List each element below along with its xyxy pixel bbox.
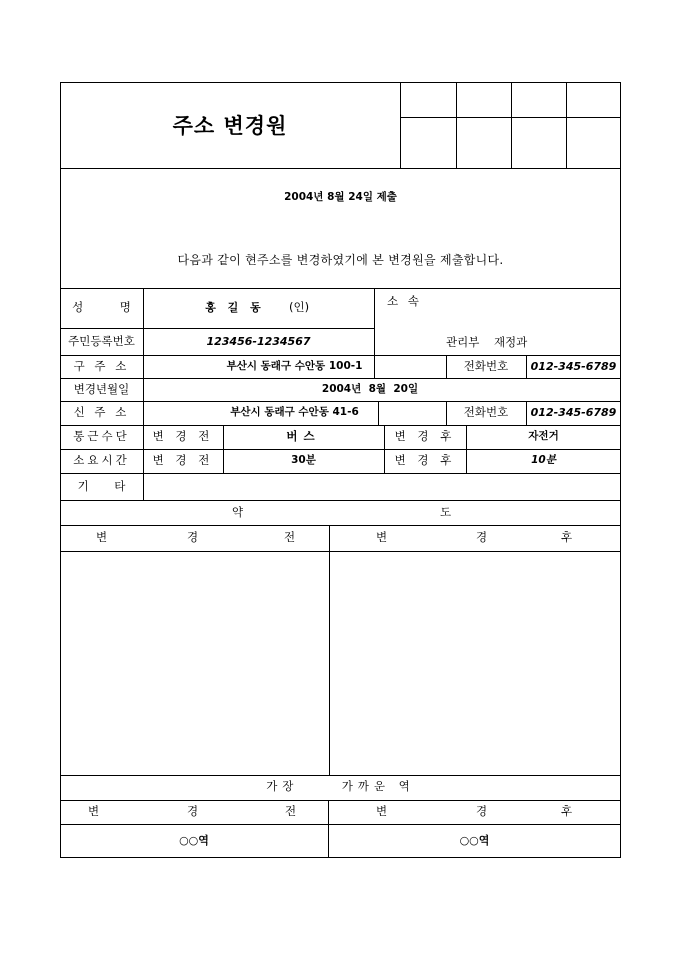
label-time-before: 변 경 전 bbox=[152, 453, 214, 467]
map-header-before-2: 경 bbox=[187, 530, 199, 544]
label-commute-before: 변 경 전 bbox=[152, 429, 214, 443]
value-name: 홍 길 동 bbox=[205, 301, 265, 314]
value-new-phone: 012-345-6789 bbox=[530, 406, 617, 419]
map-area-before bbox=[61, 552, 329, 775]
label-old-address: 구 주 소 bbox=[73, 359, 130, 373]
divider bbox=[60, 425, 621, 426]
label-new-phone: 전화번호 bbox=[463, 405, 509, 419]
value-station-before: ○○역 bbox=[179, 834, 209, 847]
divider bbox=[60, 288, 621, 289]
station-header-before-2: 경 bbox=[187, 804, 199, 818]
divider bbox=[60, 401, 621, 402]
divider bbox=[60, 800, 621, 801]
approval-grid-line bbox=[400, 117, 621, 118]
map-area-after bbox=[330, 552, 620, 775]
label-affiliation: 소 속 bbox=[387, 294, 422, 308]
station-header-before-3: 전 bbox=[285, 804, 297, 818]
label-name: 성 명 bbox=[72, 300, 131, 314]
map-header-after-2: 경 bbox=[476, 530, 488, 544]
divider bbox=[60, 328, 374, 329]
map-header-before-3: 전 bbox=[284, 530, 296, 544]
label-resident-no: 주민등록번호 bbox=[68, 334, 135, 348]
label-new-address: 신 주 소 bbox=[73, 405, 130, 419]
divider bbox=[60, 449, 621, 450]
divider bbox=[60, 378, 621, 379]
value-new-address: 부산시 동래구 수안동 41-6 bbox=[230, 406, 359, 418]
station-title: 가장 가까운 역 bbox=[266, 779, 415, 793]
divider bbox=[60, 473, 621, 474]
submission-date: 2004년 8월 24일 제출 bbox=[284, 191, 397, 203]
divider bbox=[60, 775, 621, 776]
divider bbox=[328, 800, 329, 858]
value-time-before: 30분 bbox=[291, 454, 316, 466]
label-commute-after: 변 경 후 bbox=[394, 429, 456, 443]
label-time-after: 변 경 후 bbox=[394, 453, 456, 467]
label-travel-time: 소요시간 bbox=[73, 453, 130, 467]
station-header-before-1: 변 bbox=[88, 804, 100, 818]
value-old-phone: 012-345-6789 bbox=[530, 360, 617, 373]
label-old-phone: 전화번호 bbox=[463, 359, 509, 373]
value-affiliation: 관리부 재정과 bbox=[446, 335, 528, 349]
value-commute-before: 버스 bbox=[286, 429, 321, 443]
value-change-date: 2004년 8월 20일 bbox=[321, 383, 419, 395]
divider bbox=[143, 288, 144, 500]
value-resident-no: 123456-1234567 bbox=[206, 335, 311, 348]
map-title-left: 약 bbox=[232, 505, 244, 519]
map-title-right: 도 bbox=[440, 505, 452, 519]
divider bbox=[60, 168, 621, 169]
map-header-after-3: 후 bbox=[561, 530, 573, 544]
divider bbox=[60, 500, 621, 501]
approval-grid-line bbox=[566, 82, 567, 168]
divider bbox=[60, 525, 621, 526]
station-header-after-1: 변 bbox=[376, 804, 388, 818]
value-commute-after: 자전거 bbox=[528, 430, 559, 442]
label-commute-means: 통근수단 bbox=[73, 429, 130, 443]
label-other: 기 타 bbox=[77, 479, 126, 493]
divider bbox=[60, 355, 621, 356]
station-header-after-2: 경 bbox=[476, 804, 488, 818]
map-header-before-1: 변 bbox=[96, 530, 108, 544]
label-change-date: 변경년월일 bbox=[73, 382, 130, 396]
value-seal: (인) bbox=[289, 300, 310, 314]
divider bbox=[60, 824, 621, 825]
map-header-after-1: 변 bbox=[376, 530, 388, 544]
approval-grid-line bbox=[400, 82, 401, 168]
value-station-after: ○○역 bbox=[459, 834, 490, 847]
approval-grid-line bbox=[511, 82, 512, 168]
statement-text: 다음과 같이 현주소를 변경하였기에 본 변경원을 제출합니다. bbox=[177, 253, 504, 267]
value-time-after: 10분 bbox=[531, 454, 556, 466]
page-title: 주소 변경원 bbox=[172, 114, 288, 138]
value-old-address: 부산시 동래구 수안동 100-1 bbox=[226, 360, 363, 372]
station-header-after-3: 후 bbox=[561, 804, 573, 818]
approval-grid-line bbox=[456, 82, 457, 168]
